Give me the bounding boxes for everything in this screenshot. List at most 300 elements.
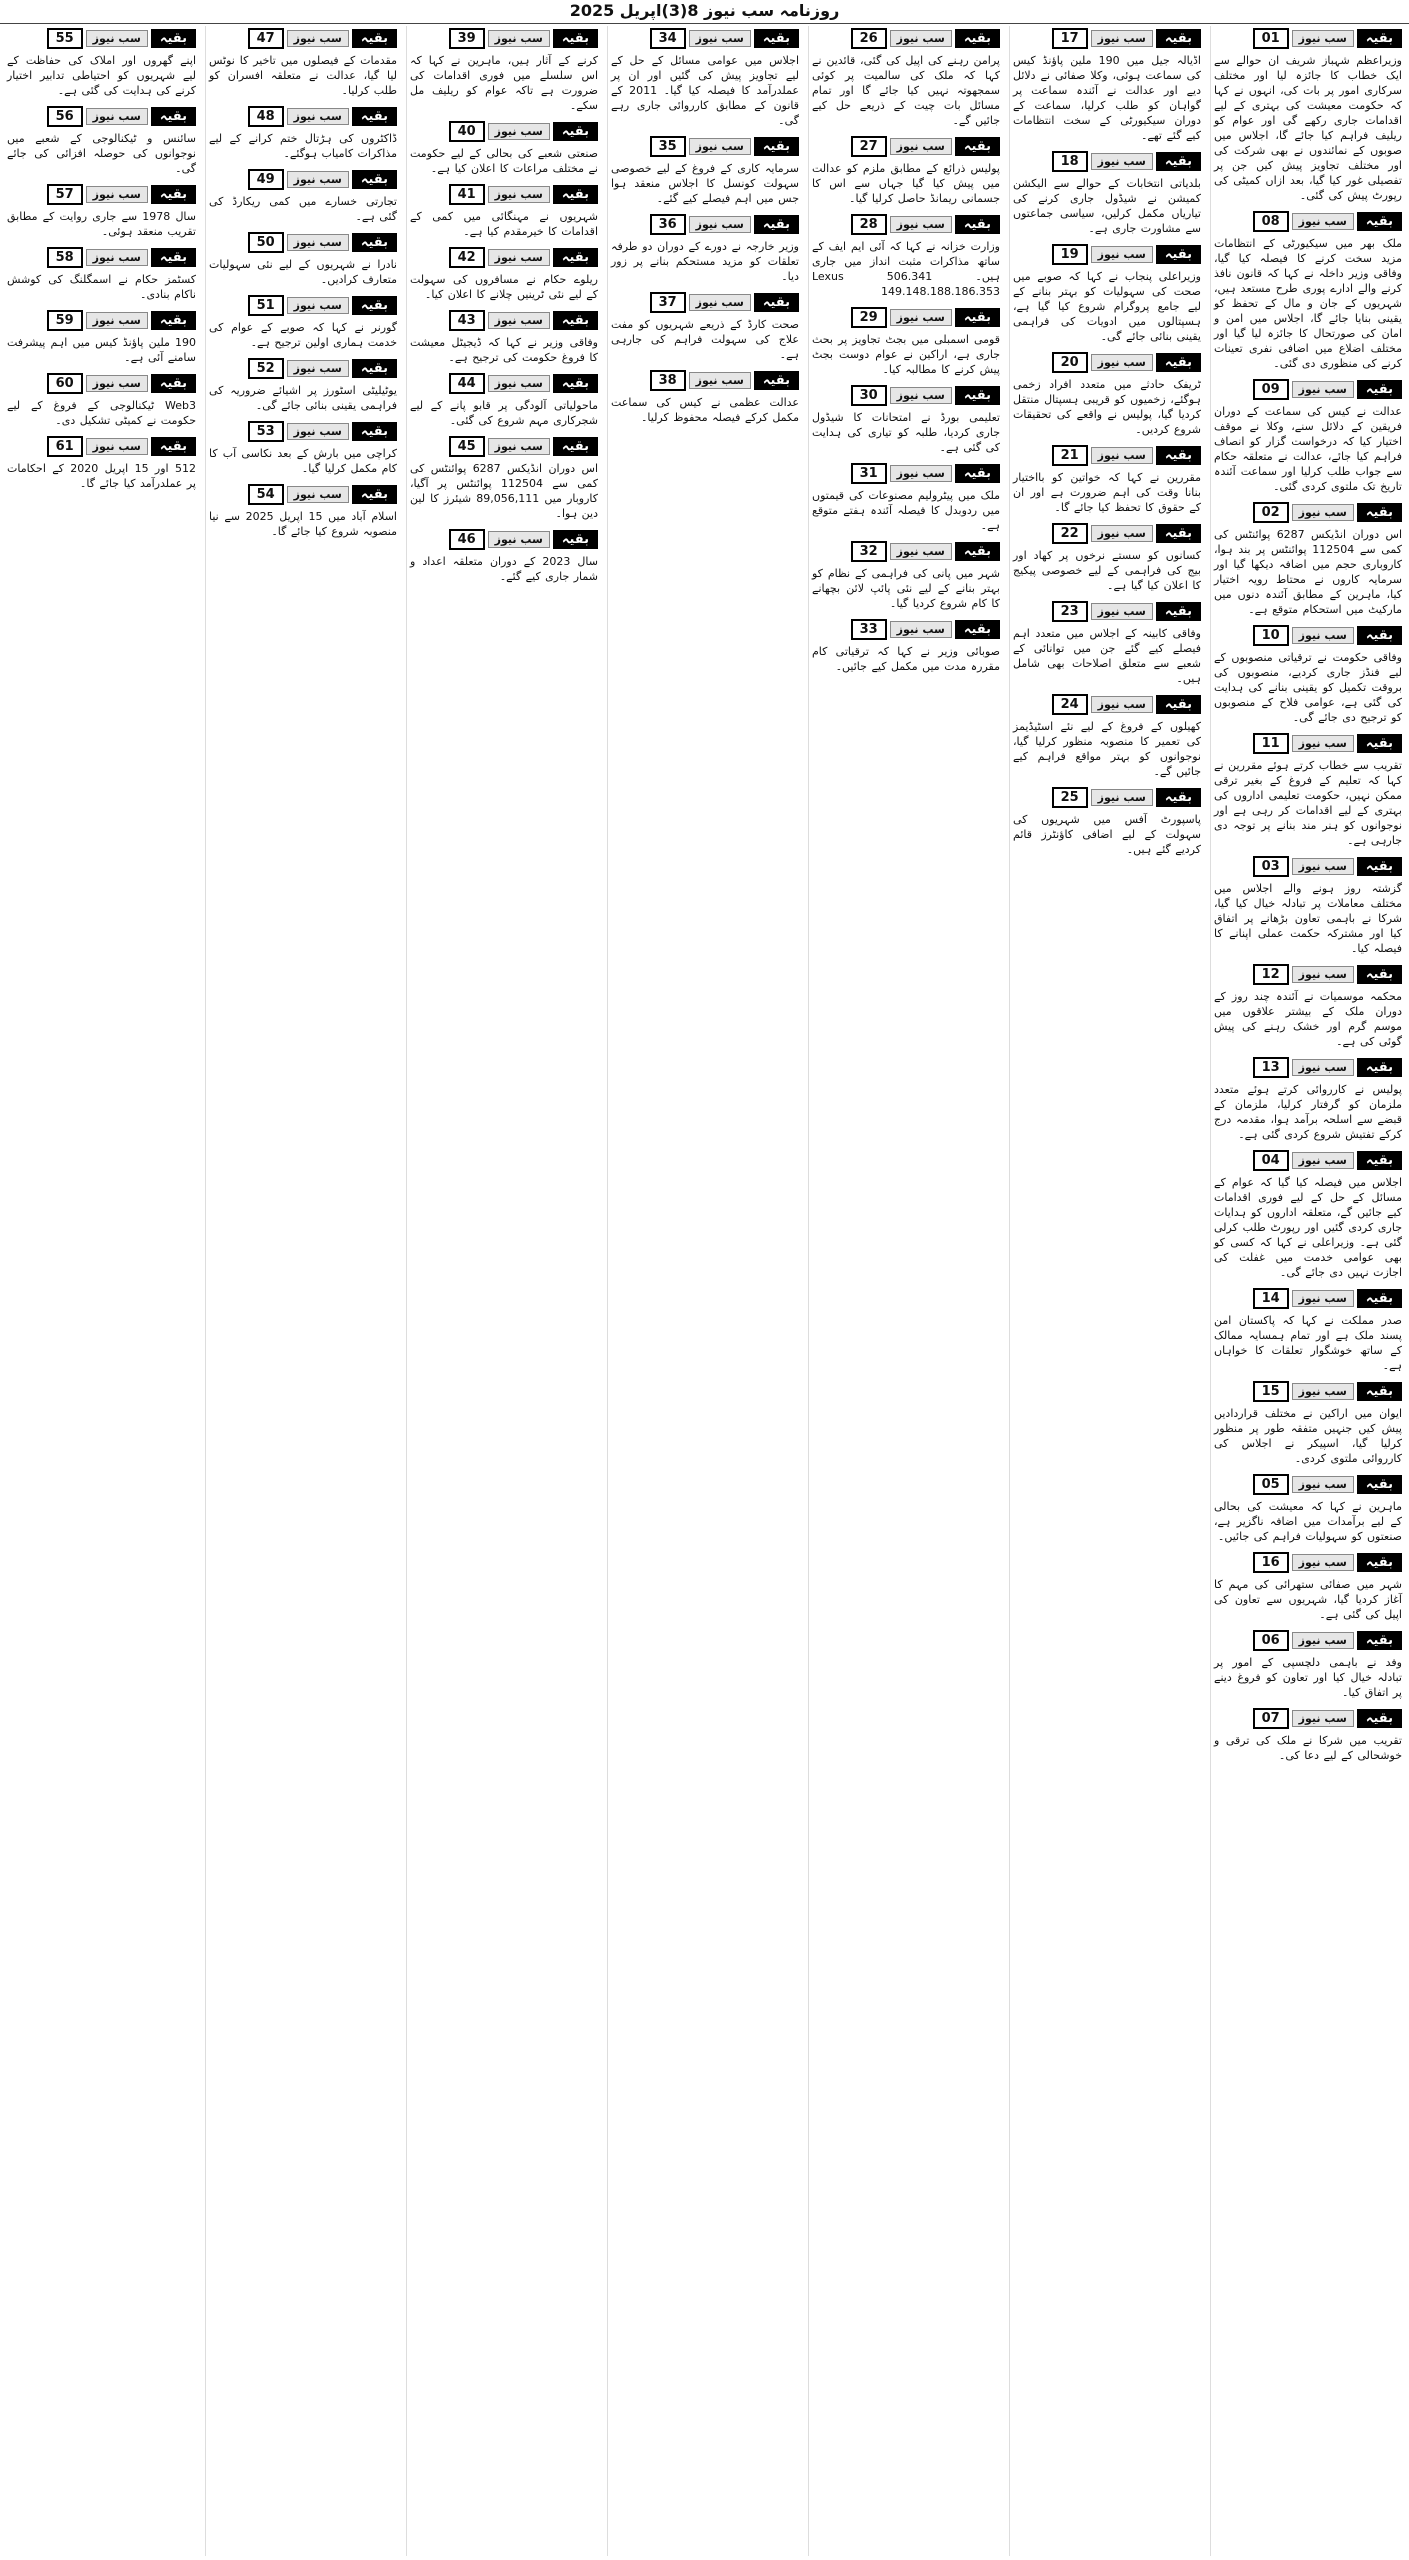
continuation-item	[1013, 692, 1201, 779]
continuation-text: شہر میں صفائی ستھرائی کی مہم کا آغاز کردیا گیا، شہریوں سے تعاون کی اپیل کی گئی ہے۔	[1214, 1578, 1402, 1621]
continuation-text: اجلاس میں عوامی مسائل کے حل کے لیے تجاویز پیش کی گئیں اور ان پر عملدرآمد کا فیصلہ کیا گیا۔ 2011 کے قانون کے مطابق کارروائی جاری رہے گی۔	[611, 54, 799, 127]
continuation-tag	[7, 106, 196, 127]
continuation-text: پولیس ذرائع کے مطابق ملزم کو عدالت میں پیش کیا گیا جہاں سے اس کا جسمانی ریمانڈ حاصل کرلیا گیا۔	[812, 162, 1000, 205]
continuation-text: اسلام آباد میں 15 اپریل 2025 سے نیا منصوبہ شروع کیا جائے گا۔	[209, 510, 397, 538]
continuation-tag	[7, 184, 196, 205]
continuation-item	[1013, 242, 1201, 344]
continuation-tag	[1214, 1288, 1402, 1309]
header-rule	[0, 23, 1409, 24]
sabnews-label: سب نیوز	[1292, 504, 1354, 521]
continuation-text: اس دوران انڈیکس 6287 پوائنٹس کی کمی سے 112504 پوائنٹس پر بند ہوا، کاروباری حجم میں اضافہ دیکھا گیا اور سرمایہ کاروں نے محتاط رویہ اختیار کیا، ماہرین کے مطابق آئندہ دنوں میں مارکیٹ میں استحکام متوقع ہے۔	[1214, 528, 1403, 616]
continuation-item	[410, 182, 598, 239]
continuation-text: وزیراعظم شہباز شریف ان حوالے سے ایک خطاب کا جائزہ لیا اور مختلف سرکاری امور پر بات کی، انہوں نے کہا کہ حکومت معیشت کی بہتری کے لیے اقدامات جاری رکھے گی اور عوام کو ریلیف فراہم کیا جائے گا، اجلاس میں صوبوں کے نمائندوں نے بھی شرکت کی اور مختلف تجاویز پیش کیں جن پر تفصیلی غور کیا گیا، بعد ازاں کمیٹی کی رپورٹ پیش کی گئی۔	[1214, 54, 1402, 202]
sabnews-label: سب نیوز	[287, 297, 349, 314]
continuation-text: ملک میں پیٹرولیم مصنوعات کی قیمتوں میں ردوبدل کا فیصلہ آئندہ ہفتے متوقع ہے۔	[812, 489, 1000, 532]
sabnews-label: سب نیوز	[86, 249, 148, 266]
continuation-text: بلدیاتی انتخابات کے حوالے سے الیکشن کمیشن نے شیڈول جاری کرنے کی تیاریاں مکمل کرلیں، سیاسی جماعتوں سے مشاورت جاری ہے۔	[1013, 177, 1201, 235]
bakiya-label: بقیہ	[754, 293, 799, 312]
sabnews-label: سب نیوز	[1091, 603, 1153, 620]
continuation-tag	[1013, 787, 1201, 808]
continuation-item	[1013, 350, 1201, 437]
continuation-item	[812, 26, 1000, 128]
sabnews-label: سب نیوز	[1292, 213, 1354, 230]
sabnews-label: سب نیوز	[1292, 735, 1354, 752]
continuation-text: وزیراعلی پنجاب نے کہا کہ صوبے میں صحت کی سہولیات کو بہتر بنانے کے لیے جامع پروگرام شروع کیا گیا ہے، ہسپتالوں میں ادویات کی فراہمی یقینی بنائی جائے گی۔	[1013, 270, 1201, 343]
continuation-tag	[1214, 1474, 1402, 1495]
continuation-item	[7, 182, 196, 239]
bakiya-label: بقیہ	[1357, 1553, 1402, 1572]
continuation-item	[7, 104, 196, 176]
continuation-number: 46	[449, 529, 485, 550]
sabnews-label: سب نیوز	[488, 30, 550, 47]
continuation-number: 36	[650, 214, 686, 235]
continuation-text: تقریب سے خطاب کرتے ہوئے مقررین نے کہا کہ تعلیم کے فروغ کے بغیر ترقی ممکن نہیں، حکومت تعلیمی اداروں کی بہتری کے لیے اقدامات کر رہی ہے اور نوجوانوں کو ہنر مند بنانے پر توجہ دی جارہی ہے۔	[1214, 759, 1402, 847]
continuation-text: وفاقی وزیر نے کہا کہ ڈیجیٹل معیشت کا فروغ حکومت کی ترجیح ہے۔	[410, 336, 598, 364]
sabnews-label: سب نیوز	[1292, 1152, 1354, 1169]
continuation-text: ڈاکٹروں کی ہڑتال ختم کرانے کے لیے مذاکرات کامیاب ہوگئے۔	[209, 132, 397, 160]
continuation-item	[1214, 1379, 1402, 1466]
continuation-number: 33	[851, 619, 887, 640]
sabnews-label: سب نیوز	[689, 294, 751, 311]
continuation-item	[209, 26, 397, 98]
continuation-text: اس دوران انڈیکس 6287 پوائنٹس کی کمی سے 112504 پوائنٹس پر آگیا، کاروبار میں 89,056,111 شیئرز کا لین دین ہوا۔	[410, 462, 599, 520]
continuation-number: 50	[248, 232, 284, 253]
continuation-item	[1214, 962, 1402, 1049]
bakiya-label: بقیہ	[553, 248, 598, 267]
bakiya-label: بقیہ	[754, 215, 799, 234]
continuation-tag	[410, 529, 598, 550]
continuation-item	[209, 167, 397, 224]
bakiya-label: بقیہ	[955, 620, 1000, 639]
continuation-tag	[7, 247, 196, 268]
continuation-text: گورنر نے کہا کہ صوبے کے عوام کی خدمت ہماری اولین ترجیح ہے۔	[209, 321, 397, 349]
bakiya-label: بقیہ	[955, 542, 1000, 561]
continuation-item	[1214, 1055, 1402, 1142]
continuation-number: 48	[248, 106, 284, 127]
continuation-number: 45	[449, 436, 485, 457]
continuation-item	[812, 461, 1000, 533]
columns-grid	[4, 26, 1405, 2556]
bakiya-label: بقیہ	[955, 464, 1000, 483]
continuation-text: کرنے کے آثار ہیں، ماہرین نے کہا کہ اس سلسلے میں فوری اقدامات کی ضرورت ہے تاکہ عوام کو ریلیف مل سکے۔	[410, 54, 598, 112]
bakiya-label: بقیہ	[754, 137, 799, 156]
continuation-item	[1013, 521, 1201, 593]
bakiya-label: بقیہ	[1357, 503, 1402, 522]
continuation-tag	[611, 28, 799, 49]
continuation-item	[611, 290, 799, 362]
continuation-tag	[812, 214, 1000, 235]
continuation-tag	[1013, 28, 1201, 49]
sabnews-label: سب نیوز	[1091, 696, 1153, 713]
continuation-item	[1013, 785, 1201, 857]
continuation-number: 07	[1253, 1708, 1289, 1729]
continuation-item	[209, 482, 397, 539]
sabnews-label: سب نیوز	[86, 438, 148, 455]
sabnews-label: سب نیوز	[890, 309, 952, 326]
continuation-text: سائنس و ٹیکنالوجی کے شعبے میں نوجوانوں کی حوصلہ افزائی کی جائے گی۔	[7, 132, 196, 175]
continuation-number: 34	[650, 28, 686, 49]
sabnews-label: سب نیوز	[287, 486, 349, 503]
continuation-item	[812, 212, 1000, 299]
continuation-tag	[209, 421, 397, 442]
continuation-text: پاسپورٹ آفس میں شہریوں کی سہولت کے لیے اضافی کاؤنٹرز قائم کردیے گئے ہیں۔	[1013, 813, 1201, 856]
continuation-item	[209, 293, 397, 350]
continuation-item	[812, 383, 1000, 455]
continuation-tag	[1214, 964, 1402, 985]
continuation-tag	[410, 436, 598, 457]
continuation-item	[209, 419, 397, 476]
continuation-item	[1214, 731, 1402, 848]
bakiya-label: بقیہ	[151, 29, 196, 48]
continuation-text: اڈیالہ جیل میں 190 ملین پاؤنڈ کیس کی سماعت ہوئی، وکلا صفائی نے دلائل دیے اور عدالت نے آئندہ سماعت پر گواہان کو طلب کرلیا، سماعت کے دوران سیکیورٹی کے سخت انتظامات کیے گئے تھے۔	[1013, 54, 1201, 142]
continuation-text: ماہرین نے کہا کہ معیشت کی بحالی کے لیے برآمدات میں اضافہ ناگزیر ہے، صنعتوں کو سہولیات فراہم کی جائیں۔	[1214, 1500, 1402, 1543]
continuation-tag	[209, 295, 397, 316]
continuation-item	[1214, 377, 1402, 494]
sabnews-label: سب نیوز	[86, 312, 148, 329]
continuation-tag	[611, 370, 799, 391]
continuation-tag	[1013, 523, 1201, 544]
continuation-tag	[1214, 625, 1402, 646]
bakiya-label: بقیہ	[1156, 446, 1201, 465]
continuation-text: وفاقی کابینہ کے اجلاس میں متعدد اہم فیصلے کیے گئے جن میں توانائی کے شعبے سے متعلق اصلاحات بھی شامل ہیں۔	[1013, 627, 1201, 685]
continuation-text: صنعتی شعبے کی بحالی کے لیے حکومت نے مختلف مراعات کا اعلان کیا ہے۔	[410, 147, 598, 175]
continuation-tag	[1214, 379, 1402, 400]
sabnews-label: سب نیوز	[488, 186, 550, 203]
sabnews-label: سب نیوز	[287, 108, 349, 125]
sabnews-label: سب نیوز	[1091, 354, 1153, 371]
continuation-tag	[1214, 1150, 1402, 1171]
bakiya-label: بقیہ	[955, 308, 1000, 327]
bakiya-label: بقیہ	[1357, 1151, 1402, 1170]
continuation-text: شہریوں نے مہنگائی میں کمی کے اقدامات کا خیرمقدم کیا ہے۔	[410, 210, 598, 238]
continuation-tag	[410, 121, 598, 142]
continuation-item	[209, 230, 397, 287]
continuation-item	[1214, 1148, 1402, 1280]
sabnews-label: سب نیوز	[890, 465, 952, 482]
bakiya-label: بقیہ	[352, 29, 397, 48]
continuation-number: 06	[1253, 1630, 1289, 1651]
sabnews-label: سب نیوز	[1091, 789, 1153, 806]
continuation-item	[410, 527, 598, 584]
bakiya-label: بقیہ	[1357, 1289, 1402, 1308]
continuation-tag	[410, 310, 598, 331]
continuation-text: ایوان میں اراکین نے مختلف قراردادیں پیش کیں جنہیں متفقہ طور پر منظور کرلیا گیا، اسپیکر نے اجلاس کی کارروائی ملتوی کردی۔	[1214, 1407, 1402, 1465]
continuation-number: 56	[47, 106, 83, 127]
continuation-tag	[1013, 352, 1201, 373]
continuation-tag	[1214, 1552, 1402, 1573]
sabnews-label: سب نیوز	[86, 30, 148, 47]
sabnews-label: سب نیوز	[1091, 153, 1153, 170]
continuation-text: وزارت خزانہ نے کہا کہ آئی ایم ایف کے ساتھ مذاکرات مثبت انداز میں جاری ہیں۔ Lexus 506.341 149.148.188.186.353	[812, 240, 1000, 298]
continuation-text: صدر مملکت نے کہا کہ پاکستان امن پسند ملک ہے اور تمام ہمسایہ ممالک کے ساتھ خوشگوار تعلقات کا خواہاں ہے۔	[1214, 1314, 1402, 1372]
continuation-number: 09	[1253, 379, 1289, 400]
sabnews-label: سب نیوز	[488, 438, 550, 455]
sabnews-label: سب نیوز	[488, 531, 550, 548]
continuation-tag	[611, 136, 799, 157]
continuation-text: کسانوں کو سستے نرخوں پر کھاد اور بیج کی فراہمی کے لیے خصوصی پیکیج کا اعلان کیا گیا ہے۔	[1013, 549, 1201, 592]
continuation-number: 24	[1052, 694, 1088, 715]
bakiya-label: بقیہ	[553, 122, 598, 141]
continuation-number: 42	[449, 247, 485, 268]
continuation-text: وفد نے باہمی دلچسپی کے امور پر تبادلہ خیال کیا اور تعاون کو فروغ دینے پر اتفاق کیا۔	[1214, 1656, 1402, 1699]
bakiya-label: بقیہ	[553, 530, 598, 549]
continuation-number: 47	[248, 28, 284, 49]
sabnews-label: سب نیوز	[86, 375, 148, 392]
sabnews-label: سب نیوز	[1292, 1632, 1354, 1649]
sabnews-label: سب نیوز	[287, 234, 349, 251]
sabnews-label: سب نیوز	[86, 186, 148, 203]
bakiya-label: بقیہ	[352, 170, 397, 189]
continuation-text: صحت کارڈ کے ذریعے شہریوں کو مفت علاج کی سہولت فراہم کی جارہی ہے۔	[611, 318, 799, 361]
continuation-item	[7, 371, 196, 428]
bakiya-label: بقیہ	[352, 359, 397, 378]
continuation-tag	[7, 373, 196, 394]
sabnews-label: سب نیوز	[689, 372, 751, 389]
continuation-text: کراچی میں بارش کے بعد نکاسی آب کا کام مکمل کرلیا گیا۔	[209, 447, 397, 475]
bakiya-label: بقیہ	[352, 296, 397, 315]
column-7	[4, 26, 199, 2556]
sabnews-label: سب نیوز	[689, 30, 751, 47]
continuation-item	[1214, 209, 1402, 371]
continuation-item	[1214, 1628, 1402, 1700]
bakiya-label: بقیہ	[352, 485, 397, 504]
sabnews-label: سب نیوز	[1091, 525, 1153, 542]
continuation-text: 190 ملین پاؤنڈ کیس میں اہم پیشرفت سامنے آئی ہے۔	[7, 336, 196, 364]
bakiya-label: بقیہ	[352, 107, 397, 126]
sabnews-label: سب نیوز	[488, 249, 550, 266]
continuation-item	[1013, 599, 1201, 686]
bakiya-label: بقیہ	[553, 311, 598, 330]
continuation-tag	[1013, 151, 1201, 172]
continuation-number: 39	[449, 28, 485, 49]
continuation-item	[812, 134, 1000, 206]
sabnews-label: سب نیوز	[488, 312, 550, 329]
bakiya-label: بقیہ	[151, 374, 196, 393]
continuation-tag	[812, 385, 1000, 406]
continuation-tag	[209, 106, 397, 127]
bakiya-label: بقیہ	[1156, 245, 1201, 264]
continuation-tag	[209, 484, 397, 505]
continuation-tag	[611, 292, 799, 313]
continuation-tag	[1013, 694, 1201, 715]
continuation-text: کسٹمز حکام نے اسمگلنگ کی کوشش ناکام بنادی۔	[7, 273, 196, 301]
continuation-item	[1013, 149, 1201, 236]
continuation-tag	[812, 463, 1000, 484]
sabnews-label: سب نیوز	[890, 621, 952, 638]
bakiya-label: بقیہ	[151, 311, 196, 330]
continuation-item	[611, 212, 799, 284]
sabnews-label: سب نیوز	[1292, 1290, 1354, 1307]
continuation-text: مقررین نے کہا کہ خواتین کو بااختیار بنانا وقت کی اہم ضرورت ہے اور ان کے حقوق کا تحفظ کیا جائے گا۔	[1013, 471, 1201, 514]
continuation-item	[410, 371, 598, 428]
continuation-text: عدالت عظمی نے کیس کی سماعت مکمل کرکے فیصلہ محفوظ کرلیا۔	[611, 396, 799, 424]
bakiya-label: بقیہ	[151, 185, 196, 204]
continuation-text: کھیلوں کے فروغ کے لیے نئے اسٹیڈیمز کی تعمیر کا منصوبہ منظور کرلیا گیا، نوجوانوں کو بہتر مواقع فراہم کیے جائیں گے۔	[1013, 720, 1201, 778]
continuation-number: 05	[1253, 1474, 1289, 1495]
sabnews-label: سب نیوز	[890, 138, 952, 155]
continuation-tag	[410, 184, 598, 205]
continuation-tag	[1214, 211, 1402, 232]
continuation-number: 37	[650, 292, 686, 313]
continuation-number: 44	[449, 373, 485, 394]
continuation-item	[1214, 1550, 1402, 1622]
continuation-item	[7, 245, 196, 302]
continuation-item	[410, 434, 598, 521]
continuation-text: وفاقی حکومت نے ترقیاتی منصوبوں کے لیے فنڈز جاری کردیے، منصوبوں کی بروقت تکمیل کو یقینی بنانے کی ہدایت کی گئی ہے، عوامی فلاح کے منصوبوں کو ترجیح دی جائے گی۔	[1214, 651, 1402, 724]
continuation-number: 20	[1052, 352, 1088, 373]
bakiya-label: بقیہ	[151, 107, 196, 126]
bakiya-label: بقیہ	[1357, 1475, 1402, 1494]
continuation-text: سال 2023 کے دوران متعلقہ اعداد و شمار جاری کیے گئے۔	[410, 555, 598, 583]
continuation-number: 23	[1052, 601, 1088, 622]
bakiya-label: بقیہ	[1357, 1382, 1402, 1401]
continuation-tag	[7, 28, 196, 49]
continuation-item	[410, 119, 598, 176]
bakiya-label: بقیہ	[151, 248, 196, 267]
continuation-item	[1214, 26, 1402, 203]
continuation-text: ریلوے حکام نے مسافروں کی سہولت کے لیے نئی ٹرینیں چلانے کا اعلان کیا۔	[410, 273, 598, 301]
bakiya-label: بقیہ	[553, 374, 598, 393]
page-header-title: روزنامہ سب نیوز 8(3)اپریل 2025	[569, 1, 840, 20]
continuation-text: ماحولیاتی آلودگی پر قابو پانے کے لیے شجرکاری مہم شروع کی گئی۔	[410, 399, 598, 427]
continuation-text: تجارتی خسارے میں کمی ریکارڈ کی گئی ہے۔	[209, 195, 397, 223]
column-1	[1210, 26, 1405, 2556]
continuation-item	[1013, 26, 1201, 143]
continuation-number: 10	[1253, 625, 1289, 646]
continuation-text: یوٹیلیٹی اسٹورز پر اشیائے ضروریہ کی فراہمی یقینی بنائی جائے گی۔	[209, 384, 397, 412]
continuation-item	[1214, 1706, 1402, 1763]
continuation-tag	[1013, 244, 1201, 265]
continuation-tag	[812, 541, 1000, 562]
sabnews-label: سب نیوز	[1292, 381, 1354, 398]
continuation-item	[7, 434, 196, 491]
continuation-text: قومی اسمبلی میں بجٹ تجاویز پر بحث جاری ہے، اراکین نے عوام دوست بجٹ پیش کرنے کا مطالبہ کیا۔	[812, 333, 1000, 376]
column-5	[406, 26, 601, 2556]
bakiya-label: بقیہ	[754, 371, 799, 390]
sabnews-label: سب نیوز	[1292, 1554, 1354, 1571]
continuation-text: ٹریفک حادثے میں متعدد افراد زخمی ہوگئے، زخمیوں کو قریبی ہسپتال منتقل کردیا گیا، پولیس نے واقعے کی تحقیقات شروع کردیں۔	[1013, 378, 1201, 436]
bakiya-label: بقیہ	[955, 215, 1000, 234]
bakiya-label: بقیہ	[1357, 380, 1402, 399]
bakiya-label: بقیہ	[1156, 695, 1201, 714]
continuation-item	[7, 26, 196, 98]
bakiya-label: بقیہ	[352, 233, 397, 252]
continuation-item	[1214, 623, 1402, 725]
continuation-text: پرامن رہنے کی اپیل کی گئی، قائدین نے کہا کہ ملک کی سالمیت پر کوئی سمجھوتہ نہیں کیا جائے گا اور تمام مسائل بات چیت کے ذریعے حل کیے جائیں گے۔	[812, 54, 1000, 127]
continuation-tag	[209, 358, 397, 379]
continuation-text: مقدمات کے فیصلوں میں تاخیر کا نوٹس لیا گیا، عدالت نے متعلقہ افسران کو طلب کرلیا۔	[209, 54, 397, 97]
bakiya-label: بقیہ	[1156, 29, 1201, 48]
continuation-tag	[209, 169, 397, 190]
bakiya-label: بقیہ	[553, 29, 598, 48]
bakiya-label: بقیہ	[955, 386, 1000, 405]
continuation-text: تعلیمی بورڈ نے امتحانات کا شیڈول جاری کردیا، طلبہ کو تیاری کی ہدایت کی گئی ہے۔	[812, 411, 1000, 454]
continuation-item	[611, 368, 799, 425]
continuation-number: 52	[248, 358, 284, 379]
continuation-number: 26	[851, 28, 887, 49]
continuation-item	[209, 104, 397, 161]
continuation-text: Web3 ٹیکنالوجی کے فروغ کے لیے حکومت نے کمیٹی تشکیل دی۔	[7, 399, 196, 427]
column-4	[607, 26, 802, 2556]
continuation-number: 22	[1052, 523, 1088, 544]
sabnews-label: سب نیوز	[1091, 447, 1153, 464]
bakiya-label: بقیہ	[1357, 734, 1402, 753]
continuation-number: 41	[449, 184, 485, 205]
bakiya-label: بقیہ	[754, 29, 799, 48]
continuation-tag	[209, 28, 397, 49]
sabnews-label: سب نیوز	[890, 543, 952, 560]
continuation-item	[1013, 443, 1201, 515]
bakiya-label: بقیہ	[352, 422, 397, 441]
bakiya-label: بقیہ	[1156, 524, 1201, 543]
bakiya-label: بقیہ	[1357, 212, 1402, 231]
continuation-number: 12	[1253, 964, 1289, 985]
continuation-item	[410, 308, 598, 365]
continuation-tag	[7, 436, 196, 457]
continuation-item	[1214, 854, 1402, 956]
continuation-tag	[812, 28, 1000, 49]
continuation-tag	[1214, 1381, 1402, 1402]
continuation-number: 58	[47, 247, 83, 268]
continuation-text: شہر میں پانی کی فراہمی کے نظام کو بہتر بنانے کے لیے نئی پائپ لائن بچھانے کا کام شروع کردیا گیا۔	[812, 567, 1000, 610]
continuation-tag	[410, 28, 598, 49]
continuation-tag	[1013, 601, 1201, 622]
continuation-number: 13	[1253, 1057, 1289, 1078]
bakiya-label: بقیہ	[1156, 353, 1201, 372]
continuation-number: 38	[650, 370, 686, 391]
continuation-tag	[1214, 502, 1402, 523]
sabnews-label: سب نیوز	[1091, 30, 1153, 47]
continuation-number: 16	[1253, 1552, 1289, 1573]
sabnews-label: سب نیوز	[1292, 1710, 1354, 1727]
continuation-item	[812, 539, 1000, 611]
continuation-text: اپنے گھروں اور املاک کی حفاظت کے لیے شہریوں کو احتیاطی تدابیر اختیار کرنے کی ہدایت کی گئی ہے۔	[7, 54, 196, 97]
bakiya-label: بقیہ	[1357, 965, 1402, 984]
continuation-tag	[1214, 733, 1402, 754]
sabnews-label: سب نیوز	[488, 123, 550, 140]
sabnews-label: سب نیوز	[1091, 246, 1153, 263]
continuation-item	[410, 245, 598, 302]
sabnews-label: سب نیوز	[488, 375, 550, 392]
continuation-text: نادرا نے شہریوں کے لیے نئی سہولیات متعارف کرادیں۔	[209, 258, 397, 286]
continuation-item	[410, 26, 598, 113]
bakiya-label: بقیہ	[1357, 1709, 1402, 1728]
continuation-number: 43	[449, 310, 485, 331]
continuation-tag	[410, 247, 598, 268]
continuation-item	[1214, 500, 1402, 617]
continuation-number: 55	[47, 28, 83, 49]
sabnews-label: سب نیوز	[1292, 627, 1354, 644]
sabnews-label: سب نیوز	[890, 216, 952, 233]
column-2	[1009, 26, 1204, 2556]
continuation-item	[812, 305, 1000, 377]
continuation-tag	[410, 373, 598, 394]
continuation-number: 40	[449, 121, 485, 142]
sabnews-label: سب نیوز	[689, 138, 751, 155]
continuation-number: 15	[1253, 1381, 1289, 1402]
sabnews-label: سب نیوز	[689, 216, 751, 233]
continuation-number: 28	[851, 214, 887, 235]
bakiya-label: بقیہ	[955, 29, 1000, 48]
continuation-text: 512 اور 15 اپریل 2020 کے احکامات پر عملدرآمد کیا جائے گا۔	[7, 462, 196, 490]
continuation-number: 59	[47, 310, 83, 331]
continuation-number: 25	[1052, 787, 1088, 808]
continuation-text: ملک بھر میں سیکیورٹی کے انتظامات مزید سخت کرنے کا فیصلہ کیا گیا، وفاقی وزیر داخلہ نے کہا کہ قانون نافذ کرنے والے ادارے پوری طرح مستعد ہیں، شہریوں کے جان و مال کے تحفظ کو یقینی بنایا جائے گا، اجلاس میں امن و امان کی صورتحال کا جائزہ لیا گیا اور مختلف اضلاع میں اضافی نفری تعینات کرنے کی منظوری دی گئی۔	[1214, 237, 1402, 370]
continuation-text: تقریب میں شرکا نے ملک کی ترقی و خوشحالی کے لیے دعا کی۔	[1214, 1734, 1402, 1762]
continuation-tag	[1214, 1630, 1402, 1651]
continuation-number: 29	[851, 307, 887, 328]
continuation-number: 02	[1253, 502, 1289, 523]
